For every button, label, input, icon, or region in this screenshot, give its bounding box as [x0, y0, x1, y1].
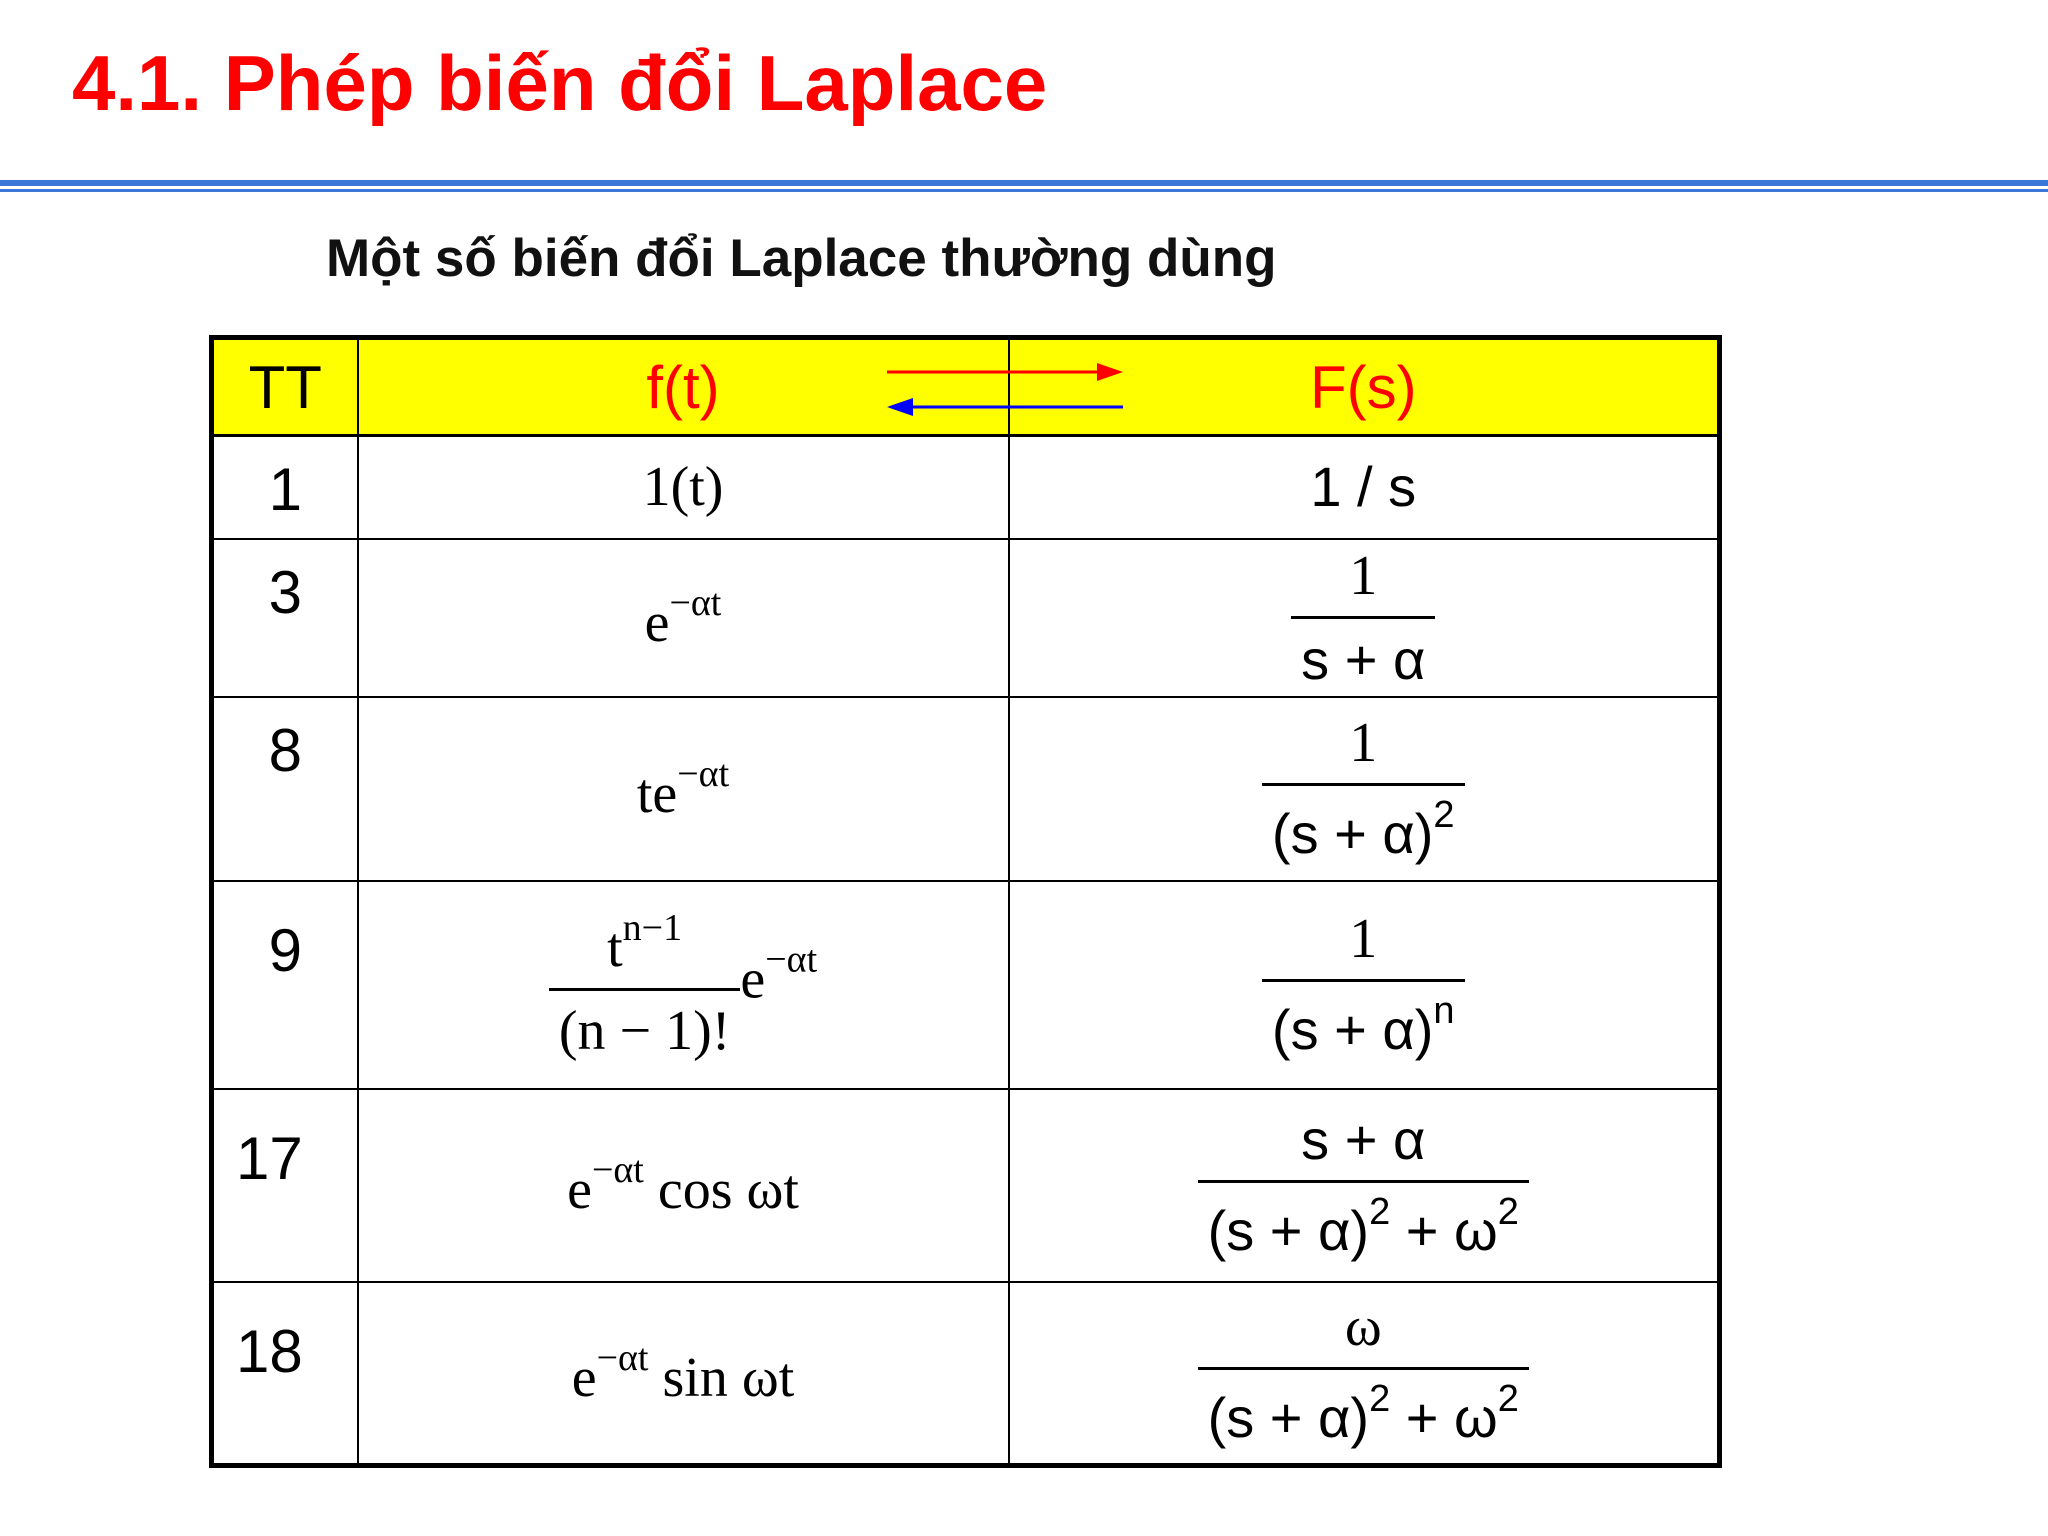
laplace-transform [1009, 881, 1720, 1089]
fraction: $\frac{1}{(s + \alpha)^n}$ [1262, 907, 1465, 1062]
fraction: $\frac{t^{n-1}}{(n - 1)!}$ [549, 906, 741, 1063]
row-number: 17 [212, 1089, 358, 1282]
laplace-transform [1009, 697, 1720, 881]
time-function: $te^{-\alpha t}$ [358, 697, 1009, 881]
backward-arrow-head [887, 398, 913, 416]
fraction: $\frac{1}{s + \alpha}$ [1291, 544, 1435, 692]
row-number: 1 [212, 436, 358, 539]
title-divider-thick [0, 180, 2048, 186]
header-fs: F(s) [1009, 338, 1720, 436]
row-number: 18 [212, 1282, 358, 1466]
table-row [212, 1089, 1720, 1282]
page-title: 4.1. Phép biến đổi Laplace [72, 39, 1048, 127]
time-function: $\frac{t^{n-1}}{(n - 1)!}$ $e^{-\alpha t}$ [358, 881, 1009, 1089]
header-tt: TT [212, 338, 358, 436]
laplace-transform: 1 / s [1009, 436, 1720, 539]
row-number: 9 [212, 881, 358, 1089]
time-function: $e^{-\alpha t}$ cos ωt [358, 1089, 1009, 1282]
table-row [212, 1282, 1720, 1466]
table-row [212, 881, 1720, 1089]
table-caption: Một số biến đổi Laplace thường dùng [326, 229, 1277, 288]
table-row [212, 697, 1720, 881]
laplace-transform [1009, 539, 1720, 697]
laplace-transform [1009, 1089, 1720, 1282]
time-function: 1(t) [358, 436, 1009, 539]
table-row [212, 436, 1720, 539]
row-number: 3 [212, 539, 358, 697]
time-function: $e^{-\alpha t}$ [358, 539, 1009, 697]
title-divider-thin [0, 189, 2048, 192]
table-row [212, 539, 1720, 697]
laplace-table [209, 335, 1722, 1468]
transform-arrows [885, 360, 1125, 420]
header-ft: f(t) [358, 338, 1009, 436]
time-function: $e^{-\alpha t}$ sin ωt [358, 1282, 1009, 1466]
forward-arrow-head [1097, 363, 1123, 381]
laplace-transform [1009, 1282, 1720, 1466]
fraction: $\frac{s + \alpha}{(s + \alpha)^2 + \omega^2}$ [1198, 1107, 1529, 1263]
row-number: 8 [212, 697, 358, 881]
fraction: $\frac{\omega}{(s + \alpha)^2 + \omega^2}$ [1198, 1295, 1529, 1450]
fraction: $\frac{1}{(s + \alpha)^2}$ [1262, 711, 1465, 866]
